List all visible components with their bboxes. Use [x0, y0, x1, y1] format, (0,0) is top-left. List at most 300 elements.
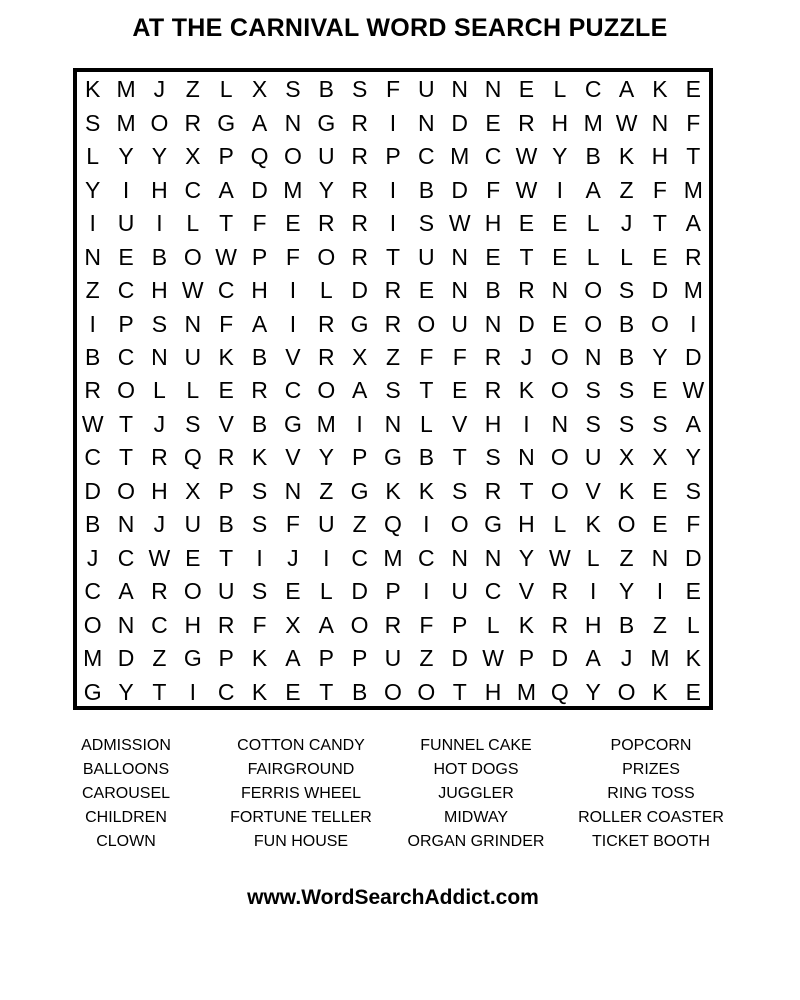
grid-letter: N	[651, 544, 669, 571]
grid-letter: C	[584, 76, 602, 103]
grid-letter: L	[219, 76, 233, 103]
grid-letter: O	[317, 377, 336, 404]
grid-letter: T	[119, 444, 134, 471]
grid-letter: B	[618, 344, 635, 371]
grid-letter: U	[451, 578, 469, 605]
grid-letter: M	[683, 277, 703, 304]
grid-letter: X	[351, 344, 368, 371]
word-list-item: CHILDREN	[85, 809, 167, 826]
grid-letter: E	[685, 678, 701, 705]
grid-letter: L	[186, 210, 200, 237]
grid-letter: R	[384, 611, 402, 638]
grid-letter: A	[218, 176, 234, 203]
grid-letter: A	[318, 611, 334, 638]
grid-letter: D	[351, 277, 368, 304]
grid-letter: T	[519, 243, 534, 270]
grid-letter: U	[451, 310, 469, 337]
grid-letter: G	[217, 109, 236, 136]
grid-letter: W	[682, 377, 705, 404]
grid-letter: B	[151, 243, 168, 270]
grid-letter: E	[652, 243, 668, 270]
grid-letter: D	[84, 477, 101, 504]
word-list-item: COTTON CANDY	[237, 737, 365, 754]
grid-letter: D	[684, 544, 702, 571]
grid-letter: M	[383, 544, 403, 571]
grid-letter: Z	[419, 645, 434, 672]
grid-letter: N	[84, 243, 101, 270]
grid-letter: S	[385, 377, 401, 404]
word-list-item: HOT DOGS	[433, 761, 519, 778]
grid-letter: R	[317, 310, 335, 337]
grid-letter: S	[452, 477, 468, 504]
grid-letter: E	[552, 310, 568, 337]
grid-letter: V	[285, 344, 301, 371]
word-list	[40, 734, 740, 854]
grid-letter: A	[618, 76, 635, 103]
grid-letter: S	[185, 410, 201, 437]
letter-grid	[76, 73, 710, 709]
grid-letter: M	[283, 176, 303, 203]
grid-letter: A	[685, 210, 701, 237]
grid-letter: H	[584, 611, 602, 638]
grid-letter: O	[417, 310, 436, 337]
grid-letter: N	[151, 344, 168, 371]
grid-letter: R	[351, 143, 368, 170]
grid-letter: X	[618, 444, 635, 471]
grid-letter: T	[152, 678, 167, 705]
grid-letter: U	[184, 511, 202, 538]
grid-letter: L	[86, 143, 100, 170]
grid-letter: I	[656, 578, 664, 605]
grid-letter: P	[218, 143, 234, 170]
grid-letter: M	[650, 645, 670, 672]
grid-letter: R	[317, 210, 335, 237]
word-list-item: CAROUSEL	[81, 785, 171, 802]
grid-letter: C	[184, 176, 202, 203]
grid-letter: N	[651, 109, 669, 136]
grid-letter: E	[285, 210, 301, 237]
grid-letter: E	[218, 377, 234, 404]
grid-letter: P	[218, 477, 234, 504]
word-list-item: FORTUNE TELLER	[230, 809, 372, 826]
grid-letter: O	[83, 611, 102, 638]
word-list-item: ADMISSION	[81, 737, 171, 754]
grid-letter: E	[285, 678, 301, 705]
grid-letter: W	[515, 143, 538, 170]
grid-letter: H	[151, 277, 168, 304]
grid-letter: O	[150, 109, 169, 136]
grid-letter: H	[551, 109, 569, 136]
grid-letter: M	[83, 645, 103, 672]
grid-letter: S	[85, 109, 101, 136]
grid-letter: I	[389, 109, 397, 136]
grid-letter: U	[317, 511, 335, 538]
grid-letter: X	[185, 143, 201, 170]
grid-letter: L	[419, 410, 433, 437]
grid-letter: R	[84, 377, 101, 404]
grid-letter: O	[550, 344, 569, 371]
grid-letter: O	[617, 511, 636, 538]
grid-letter: W	[181, 277, 204, 304]
grid-letter: R	[151, 578, 168, 605]
grid-letter: J	[287, 544, 299, 571]
grid-letter: Y	[151, 143, 168, 170]
grid-letter: S	[652, 410, 668, 437]
grid-letter: J	[153, 410, 166, 437]
grid-letter: T	[219, 210, 234, 237]
grid-letter: D	[351, 578, 368, 605]
word-list-item: RING TOSS	[607, 785, 695, 802]
grid-letter: V	[518, 578, 535, 605]
grid-letter: E	[552, 210, 568, 237]
word-list-item: FAIRGROUND	[247, 761, 355, 778]
grid-letter: I	[523, 410, 530, 437]
grid-letter: I	[256, 544, 263, 571]
grid-letter: B	[485, 277, 501, 304]
grid-letter: P	[452, 611, 468, 638]
grid-letter: I	[289, 277, 297, 304]
grid-letter: B	[318, 76, 334, 103]
grid-letter: H	[251, 277, 268, 304]
grid-letter: W	[482, 645, 504, 672]
grid-letter: B	[418, 176, 435, 203]
grid-letter: O	[550, 444, 569, 471]
grid-letter: V	[218, 410, 234, 437]
grid-letter: H	[151, 477, 168, 504]
grid-letter: M	[116, 109, 136, 136]
grid-letter: O	[350, 611, 369, 638]
grid-letter: F	[686, 511, 701, 538]
grid-letter: S	[285, 76, 301, 103]
grid-letter: P	[251, 243, 268, 270]
grid-letter: Z	[652, 611, 667, 638]
grid-letter: T	[452, 444, 467, 471]
word-list-item: ROLLER COASTER	[578, 809, 724, 826]
grid-letter: R	[151, 444, 168, 471]
grid-letter: O	[550, 377, 569, 404]
grid-letter: W	[81, 410, 104, 437]
grid-letter: J	[620, 210, 633, 237]
grid-letter: R	[518, 277, 535, 304]
grid-letter: S	[151, 310, 168, 337]
grid-letter: R	[251, 377, 268, 404]
grid-letter: P	[351, 645, 368, 672]
grid-letter: E	[185, 544, 201, 571]
grid-letter: U	[418, 76, 435, 103]
grid-letter: N	[284, 477, 302, 504]
grid-letter: U	[317, 143, 335, 170]
grid-letter: R	[317, 344, 335, 371]
grid-letter: O	[584, 277, 603, 304]
grid-letter: N	[418, 109, 435, 136]
grid-letter: G	[83, 678, 102, 705]
word-list-item: FERRIS WHEEL	[240, 785, 361, 802]
grid-letter: R	[551, 611, 569, 638]
grid-letter: U	[384, 645, 402, 672]
word-list-item: PRIZES	[622, 761, 680, 778]
grid-letter: C	[484, 143, 502, 170]
grid-letter: N	[451, 243, 469, 270]
word-list-item: TICKET BOOTH	[592, 833, 710, 850]
grid-letter: S	[251, 578, 268, 605]
grid-letter: O	[117, 377, 135, 404]
grid-letter: P	[385, 578, 401, 605]
grid-letter: R	[351, 243, 368, 270]
grid-letter: R	[351, 210, 368, 237]
grid-letter: N	[117, 511, 135, 538]
grid-letter: D	[551, 645, 569, 672]
grid-letter: R	[217, 444, 235, 471]
grid-letter: F	[419, 611, 434, 638]
grid-letter: S	[251, 511, 268, 538]
grid-letter: A	[585, 176, 601, 203]
grid-letter: W	[215, 243, 237, 270]
grid-letter: I	[389, 210, 397, 237]
word-list-item: POPCORN	[610, 737, 692, 754]
grid-letter: K	[518, 611, 535, 638]
grid-letter: P	[118, 310, 134, 337]
word-list-column	[562, 734, 740, 854]
grid-letter: N	[117, 611, 135, 638]
grid-letter: F	[419, 344, 434, 371]
grid-letter: K	[585, 511, 601, 538]
grid-letter: F	[686, 109, 701, 136]
grid-letter: O	[117, 477, 135, 504]
grid-letter: U	[217, 578, 235, 605]
grid-letter: L	[586, 544, 600, 571]
grid-letter: C	[117, 277, 135, 304]
grid-letter: B	[618, 611, 635, 638]
grid-letter: O	[417, 678, 436, 705]
grid-letter: Z	[619, 544, 634, 571]
grid-letter: P	[318, 645, 334, 672]
grid-letter: D	[117, 645, 135, 672]
grid-letter: K	[518, 377, 535, 404]
grid-letter: K	[218, 344, 234, 371]
grid-letter: M	[116, 76, 136, 103]
grid-letter: T	[652, 210, 667, 237]
grid-letter: S	[485, 444, 501, 471]
grid-letter: R	[351, 176, 368, 203]
grid-letter: J	[86, 544, 99, 571]
grid-letter: G	[350, 310, 369, 337]
grid-letter: G	[350, 477, 369, 504]
grid-letter: I	[156, 210, 163, 237]
grid-letter: C	[84, 578, 101, 605]
grid-letter: C	[217, 678, 235, 705]
grid-letter: N	[451, 277, 469, 304]
grid-letter: V	[452, 410, 468, 437]
grid-letter: T	[385, 243, 401, 270]
grid-letter: U	[184, 344, 202, 371]
grid-letter: E	[285, 578, 301, 605]
grid-letter: Z	[385, 344, 401, 371]
grid-letter: D	[251, 176, 268, 203]
grid-letter: L	[319, 578, 333, 605]
grid-letter: R	[384, 310, 402, 337]
grid-letter: G	[317, 109, 336, 136]
grid-letter: M	[683, 176, 703, 203]
grid-letter: I	[356, 410, 363, 437]
grid-letter: O	[384, 678, 402, 705]
grid-letter: E	[685, 578, 701, 605]
grid-letter: E	[552, 243, 568, 270]
grid-letter: S	[585, 377, 601, 404]
grid-letter: Q	[250, 143, 269, 170]
grid-letter: R	[484, 344, 502, 371]
grid-letter: I	[389, 176, 397, 203]
grid-letter: N	[551, 410, 569, 437]
grid-letter: A	[685, 410, 701, 437]
grid-letter: R	[551, 578, 569, 605]
grid-letter: F	[452, 344, 467, 371]
grid-letter: V	[585, 477, 601, 504]
grid-letter: I	[690, 310, 697, 337]
grid-letter: E	[485, 109, 501, 136]
grid-letter: N	[451, 76, 469, 103]
grid-letter: O	[283, 143, 302, 170]
grid-letter: N	[384, 410, 402, 437]
grid-letter: B	[618, 310, 635, 337]
grid-letter: F	[652, 176, 667, 203]
grid-letter: G	[384, 444, 402, 471]
grid-letter: A	[251, 310, 268, 337]
grid-letter: D	[518, 310, 535, 337]
grid-letter: I	[423, 511, 430, 538]
grid-letter: J	[153, 511, 166, 538]
grid-letter: S	[618, 410, 635, 437]
grid-letter: R	[484, 477, 502, 504]
grid-letter: K	[85, 76, 101, 103]
grid-letter: Y	[85, 176, 101, 203]
grid-letter: F	[252, 210, 267, 237]
grid-letter: T	[319, 678, 334, 705]
grid-letter: K	[418, 477, 435, 504]
grid-letter: Z	[619, 176, 634, 203]
grid-letter: Z	[152, 645, 167, 672]
grid-letter: Y	[652, 344, 668, 371]
grid-letter: T	[452, 678, 467, 705]
grid-letter: Z	[85, 277, 100, 304]
grid-letter: H	[484, 410, 502, 437]
grid-letter: O	[183, 243, 202, 270]
website-footer: www.WordSearchAddict.com	[247, 886, 539, 909]
grid-letter: E	[118, 243, 134, 270]
grid-letter: L	[586, 210, 600, 237]
grid-letter: D	[684, 344, 702, 371]
grid-letter: T	[519, 477, 534, 504]
grid-letter: N	[484, 544, 502, 571]
grid-letter: N	[484, 76, 502, 103]
grid-letter: M	[583, 109, 603, 136]
grid-letter: M	[516, 678, 537, 705]
grid-letter: Q	[183, 444, 202, 471]
grid-letter: L	[620, 243, 633, 270]
grid-letter: F	[486, 176, 501, 203]
grid-letter: S	[585, 410, 601, 437]
grid-letter: P	[218, 645, 234, 672]
grid-letter: I	[556, 176, 564, 203]
grid-letter: B	[251, 410, 268, 437]
grid-letter: N	[451, 544, 469, 571]
grid-letter: O	[450, 511, 469, 538]
grid-letter: K	[652, 678, 668, 705]
grid-letter: Z	[319, 477, 334, 504]
grid-letter: T	[219, 544, 234, 571]
grid-letter: E	[652, 377, 668, 404]
grid-letter: F	[219, 310, 234, 337]
grid-letter: K	[251, 444, 268, 471]
grid-letter: O	[550, 477, 569, 504]
grid-letter: B	[251, 344, 268, 371]
grid-letter: O	[584, 310, 603, 337]
grid-letter: K	[685, 645, 701, 672]
word-list-item: ORGAN GRINDER	[407, 833, 545, 850]
grid-letter: E	[518, 76, 535, 103]
grid-letter: I	[89, 210, 96, 237]
grid-letter: Z	[352, 511, 367, 538]
grid-letter: N	[584, 344, 602, 371]
grid-letter: G	[183, 645, 202, 672]
grid-letter: G	[484, 511, 503, 538]
grid-letter: C	[117, 544, 135, 571]
grid-letter: C	[151, 611, 168, 638]
grid-letter: E	[452, 377, 468, 404]
grid-letter: I	[289, 310, 297, 337]
grid-letter: K	[251, 678, 268, 705]
grid-letter: Y	[318, 444, 334, 471]
grid-letter: L	[486, 611, 500, 638]
grid-letter: D	[451, 645, 469, 672]
grid-letter: W	[448, 210, 471, 237]
grid-letter: I	[189, 678, 196, 705]
grid-letter: Q	[384, 511, 402, 538]
grid-letter: X	[285, 611, 301, 638]
grid-letter: Y	[685, 444, 701, 471]
grid-letter: Y	[585, 678, 601, 705]
grid-letter: Y	[118, 143, 134, 170]
grid-letter: E	[652, 477, 668, 504]
grid-letter: S	[618, 277, 635, 304]
grid-letter: Y	[618, 578, 635, 605]
grid-letter: E	[485, 243, 501, 270]
grid-letter: S	[685, 477, 701, 504]
word-list-item: MIDWAY	[444, 809, 508, 826]
word-list-item: FUN HOUSE	[253, 833, 349, 850]
grid-letter: S	[351, 76, 368, 103]
grid-letter: K	[385, 477, 401, 504]
grid-letter: Z	[185, 76, 200, 103]
grid-letter: L	[586, 243, 600, 270]
grid-letter: H	[651, 143, 669, 170]
grid-letter: E	[685, 76, 701, 103]
grid-letter: R	[184, 109, 202, 136]
grid-letter: W	[515, 176, 538, 203]
grid-letter: L	[553, 76, 567, 103]
grid-letter: N	[184, 310, 202, 337]
grid-letter: T	[686, 143, 701, 170]
word-list-item: BALLOONS	[82, 761, 170, 778]
grid-letter: Y	[118, 678, 134, 705]
grid-letter: K	[652, 76, 668, 103]
grid-letter: Y	[552, 143, 568, 170]
grid-letter: B	[218, 511, 234, 538]
grid-letter: R	[384, 277, 402, 304]
grid-letter: E	[518, 210, 535, 237]
grid-letter: H	[518, 511, 535, 538]
grid-letter: J	[520, 344, 533, 371]
grid-letter: M	[450, 143, 470, 170]
